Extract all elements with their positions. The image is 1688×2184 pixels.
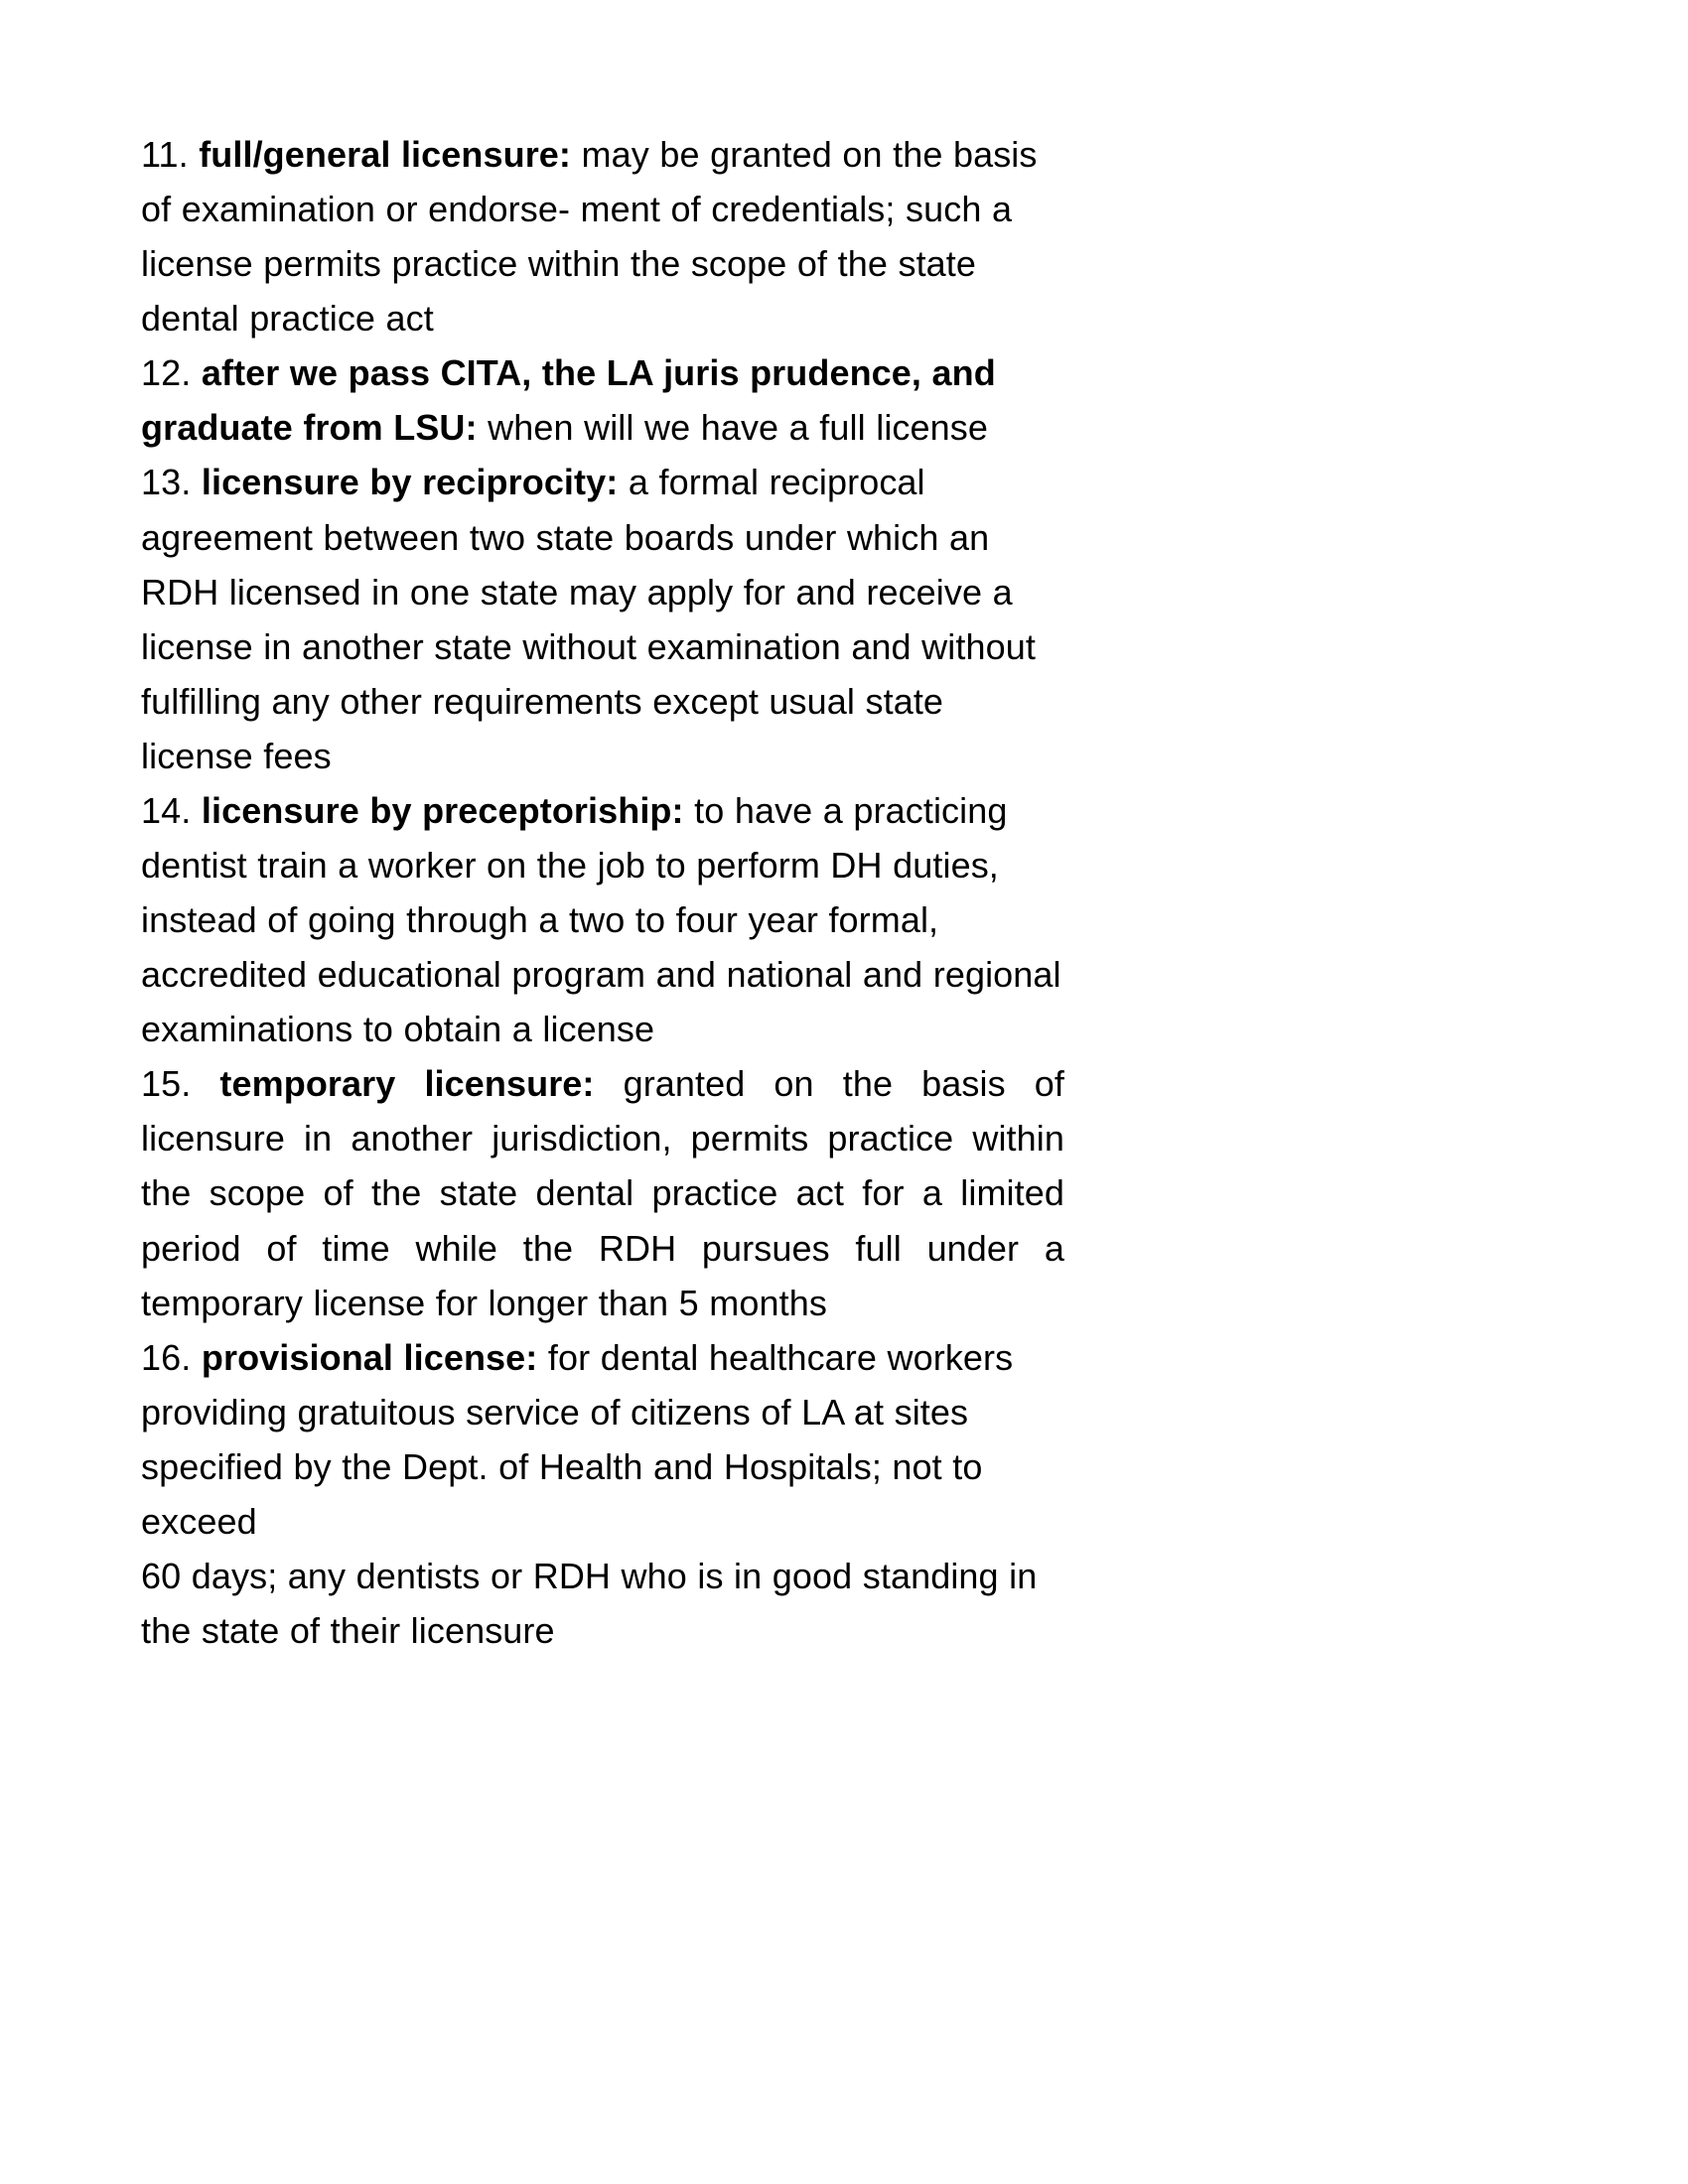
note-term: licensure by reciprocity:: [201, 462, 619, 503]
note-entry: [141, 783, 1064, 1056]
note-entry: [141, 1330, 1064, 1549]
note-definition: a formal reciprocal agreement between two state boards under which an RDH licensed in one state may apply for and receive a license in another state without examination and without fulfilling any other requirements except usual state license fees: [141, 462, 1036, 776]
note-entry: [141, 127, 1064, 345]
note-definition: granted on the basis of licensure in another jurisdiction, permits practice within the scope of the state dental practice act for a limited period of time while the RDH pursues full under a temporary license for longer than 5 months: [141, 1063, 1064, 1323]
note-definition: for dental healthcare workers providing gratuitous service of citizens of LA at sites specified by the Dept. of Health and Hospitals; not to exceed: [141, 1336, 1014, 1542]
note-term: full/general licensure:: [199, 134, 572, 175]
note-term: licensure by preceptoriship:: [201, 789, 684, 831]
note-number: 16.: [141, 1336, 192, 1378]
note-entry: [141, 455, 1064, 782]
note-definition: to have a practicing dentist train a worker on the job to perform DH duties, instead of going through a two to four year formal, accredited educational program and national and regional examinations to obtain a license: [141, 789, 1061, 1050]
note-number: 12.: [141, 352, 192, 394]
note-term: temporary licensure:: [219, 1063, 595, 1105]
note-definition: may be granted on the basis of examination or endorse- ment of credentials; such a license permits practice within the scope of the state dental practice act: [141, 134, 1038, 340]
note-definition: 60 days; any dentists or RDH who is in good standing in the state of their licensure: [141, 1556, 1038, 1652]
note-entry: [141, 345, 1064, 455]
note-definition: when will we have a full license: [477, 407, 988, 449]
note-entry: [141, 1056, 1064, 1329]
note-number: 15.: [141, 1063, 192, 1105]
notes-content-block: [141, 127, 1064, 1658]
note-number: 13.: [141, 462, 192, 503]
note-entry: [141, 1549, 1064, 1658]
note-number: 14.: [141, 789, 192, 831]
note-number: 11.: [141, 134, 189, 175]
note-term: after we pass CITA, the LA juris prudence, and graduate from LSU:: [141, 352, 996, 449]
note-term: provisional license:: [201, 1336, 538, 1378]
